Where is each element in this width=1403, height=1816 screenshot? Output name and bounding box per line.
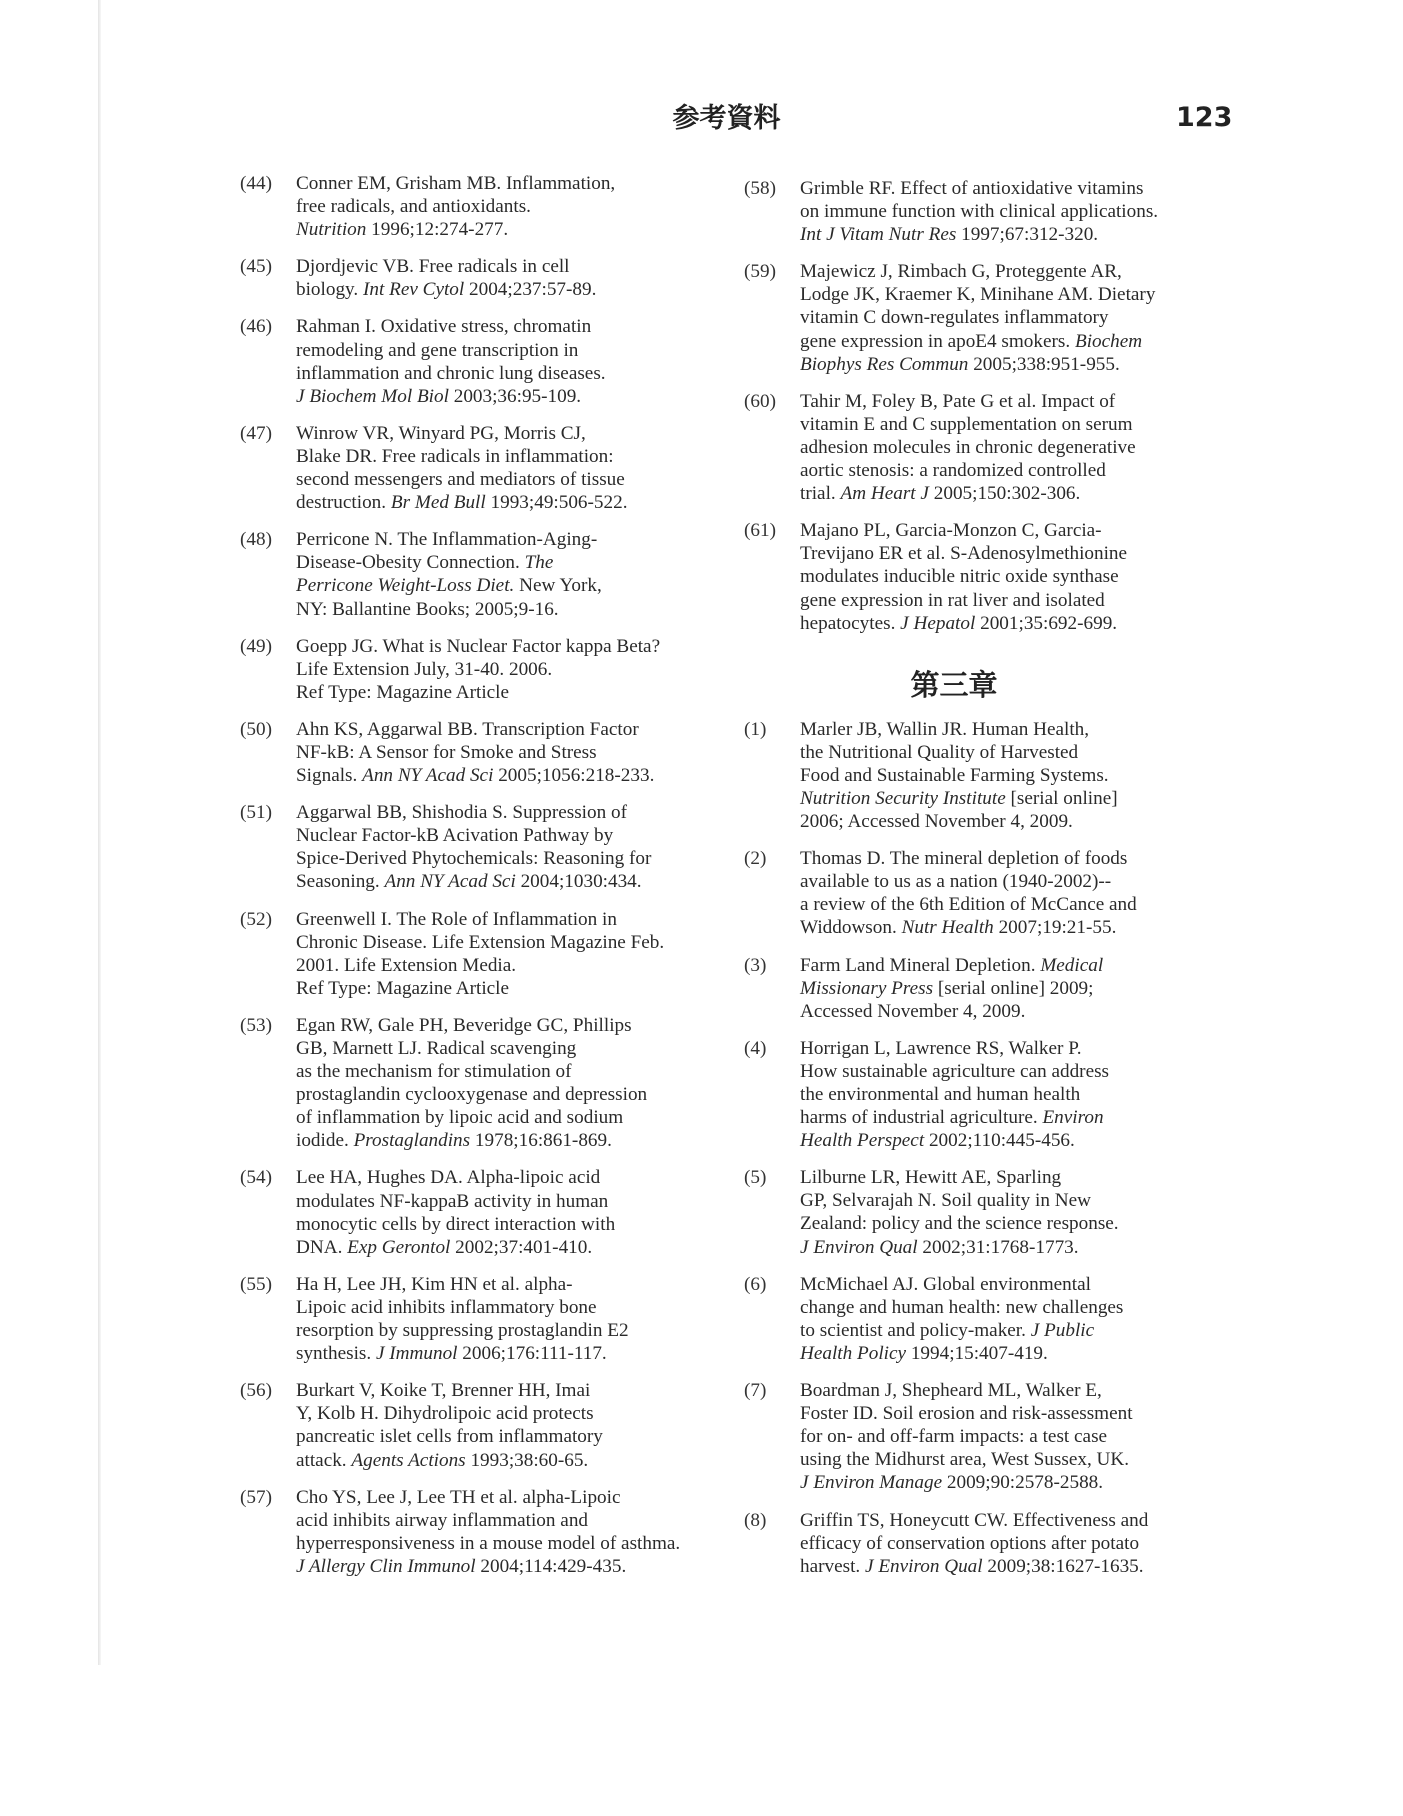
- reference-citation: Horrigan L, Lawrence RS, Walker P. How sustainable agriculture can address the environmental and human health harms of industrial agriculture.: [800, 1037, 1110, 1129]
- reference-text: [296, 1014, 710, 1153]
- reference-entry: [744, 177, 1184, 246]
- left-column: [240, 172, 710, 1592]
- reference-entry: [240, 1166, 710, 1258]
- reference-text: [800, 1509, 1184, 1578]
- reference-text: [800, 1166, 1184, 1258]
- reference-number: (56): [240, 1380, 272, 1402]
- reference-details: 2004;114:429-435.: [475, 1555, 627, 1577]
- reference-details: 1993;49:506-522.: [485, 492, 628, 514]
- reference-details: 1993;38:60-65.: [465, 1449, 589, 1471]
- reference-details: 1994;15:407-419.: [906, 1342, 1048, 1364]
- page-number: 123: [1176, 102, 1233, 133]
- reference-citation: Thomas D. The mineral depletion of foods available to us as a nation (1940-2002)-- a review of the 6th Edition of McCance and Widdowson.: [800, 848, 1137, 939]
- reference-text: [296, 1379, 710, 1471]
- reference-citation: Perricone N. The Inflammation-Aging- Disease-Obesity Connection.: [296, 529, 598, 574]
- reference-entry: [240, 315, 710, 407]
- reference-journal: Prostaglandins: [353, 1130, 471, 1152]
- reference-entry: [744, 1166, 1184, 1258]
- reference-number: (58): [744, 178, 776, 199]
- reference-number: (7): [744, 1380, 767, 1402]
- reference-entry: [744, 1273, 1184, 1365]
- reference-entry: [240, 718, 710, 787]
- reference-journal: Int Rev Cytol: [362, 279, 465, 301]
- reference-entry: [240, 1014, 710, 1153]
- reference-number: (47): [240, 422, 272, 444]
- reference-citation: Majano PL, Garcia-Monzon C, Garcia- Trevijano ER et al. S-Adenosylmethionine modulates inducible nitric oxide synthase gene expression in rat liver and isolated hepatocytes.: [800, 520, 1128, 634]
- reference-journal: Ann NY Acad Sci: [362, 765, 494, 787]
- reference-journal: J Allergy Clin Immunol: [296, 1555, 476, 1577]
- reference-citation: Ahn KS, Aggarwal BB. Transcription Factor NF-kB: A Sensor for Smoke and Stress Signals.: [296, 718, 639, 787]
- reference-citation: Aggarwal BB, Shishodia S. Suppression of Nuclear Factor-kB Acivation Pathway by Spice-Derived Phytochemicals: Reasoning for Seasoning.: [296, 802, 652, 893]
- reference-citation: Marler JB, Wallin JR. Human Health, the Nutritional Quality of Harvested Food and Sustainable Farming Systems.: [800, 718, 1109, 786]
- reference-entry: [744, 718, 1184, 833]
- reference-text: [296, 1166, 710, 1258]
- reference-citation: Burkart V, Koike T, Brenner HH, Imai Y, Kolb H. Dihydrolipoic acid protects pancreatic islet cells from inflammatory attack.: [296, 1380, 603, 1471]
- reference-entry: [744, 1509, 1184, 1578]
- reference-citation: Grimble RF. Effect of antioxidative vitamins on immune function with clinical applications.: [800, 178, 1159, 223]
- reference-text: [296, 801, 710, 893]
- reference-text: [296, 528, 710, 620]
- reference-journal: J Public Health Policy: [800, 1319, 1095, 1364]
- reference-entry: [744, 519, 1184, 634]
- reference-entry: [240, 1273, 710, 1365]
- reference-details: 2003;36:95-109.: [448, 385, 582, 407]
- reference-journal: Nutrition Security Institute: [800, 787, 1006, 809]
- reference-entry: [744, 847, 1184, 939]
- reference-citation: Lilburne LR, Hewitt AE, Sparling GP, Selvarajah N. Soil quality in New Zealand: policy and the science response.: [800, 1167, 1119, 1235]
- reference-number: (59): [744, 261, 776, 283]
- reference-details: 2009;90:2578-2588.: [942, 1472, 1104, 1494]
- reference-text: [800, 390, 1184, 505]
- reference-details: New York, NY: Ballantine Books; 2005;9-16.: [296, 575, 602, 620]
- reference-text: [296, 422, 710, 514]
- reference-text: [800, 718, 1184, 833]
- reference-citation: Majewicz J, Rimbach G, Proteggente AR, Lodge JK, Kraemer K, Minihane AM. Dietary vitamin C down-regulates inflammatory gene expression in apoE4 smokers.: [800, 261, 1156, 352]
- reference-citation: Tahir M, Foley B, Pate G et al. Impact of vitamin E and C supplementation on serum adhesion molecules in chronic degenerative aortic stenosis: a randomized controlled trial.: [800, 390, 1136, 505]
- reference-entry: [240, 172, 710, 241]
- reference-entry: [240, 255, 710, 301]
- reference-journal: Nutrition: [296, 219, 367, 241]
- reference-number: (48): [240, 529, 272, 551]
- reference-text: [800, 177, 1184, 246]
- reference-text: [800, 1379, 1184, 1494]
- reference-details: 2005;1056:218-233.: [493, 765, 655, 787]
- reference-number: (55): [240, 1273, 272, 1295]
- reference-citation: Boardman J, Shepheard ML, Walker E, Foster ID. Soil erosion and risk-assessment for on- and off-farm impacts: a test case using the Midhurst area, West Sussex, UK.: [800, 1380, 1133, 1471]
- reference-journal: J Immunol: [375, 1343, 458, 1365]
- reference-number: (61): [744, 520, 776, 542]
- reference-number: (6): [744, 1273, 767, 1295]
- reference-number: (1): [744, 718, 767, 740]
- reference-entry: [240, 422, 710, 514]
- reference-journal: J Environ Qual: [865, 1555, 983, 1577]
- reference-journal: Biochem Biophys Res Commun: [800, 330, 1143, 375]
- reference-journal: J Hepatol: [900, 612, 976, 634]
- reference-citation: Conner EM, Grisham MB. Inflammation, free radicals, and antioxidants.: [296, 173, 616, 218]
- reference-number: (50): [240, 718, 272, 740]
- reference-journal: Ann NY Acad Sci: [384, 871, 516, 893]
- reference-number: (53): [240, 1014, 272, 1036]
- reference-details: 1978;16:861-869.: [470, 1130, 612, 1152]
- right-reference-list: [744, 177, 1184, 635]
- reference-details: 2002;110:445-456.: [924, 1130, 1075, 1152]
- reference-number: (45): [240, 256, 272, 278]
- reference-journal: Am Heart J: [840, 483, 929, 505]
- reference-citation: McMichael AJ. Global environmental change and human health: new challenges to scientist and policy-maker.: [800, 1273, 1124, 1341]
- reference-text: [296, 908, 710, 1000]
- reference-details: 2007;19:21-55.: [993, 917, 1117, 939]
- reference-entry: [240, 1379, 710, 1471]
- reference-entry: [744, 954, 1184, 1023]
- reference-citation: Winrow VR, Winyard PG, Morris CJ, Blake DR. Free radicals in inflammation: second messengers and mediators of tissue destruction.: [296, 422, 625, 514]
- reference-citation: Egan RW, Gale PH, Beveridge GC, Phillips GB, Marnett LJ. Radical scavenging as the mechanism for stimulation of prostaglandin cyclooxygenase and depression of inflammation by lipoic acid and sodium iodide.: [296, 1014, 648, 1152]
- reference-number: (44): [240, 173, 272, 194]
- reference-number: (60): [744, 390, 776, 412]
- reference-text: [800, 260, 1184, 375]
- reference-details: 2009;38:1627-1635.: [982, 1555, 1144, 1577]
- reference-entry: [240, 1486, 710, 1578]
- reference-number: (51): [240, 802, 272, 824]
- reference-number: (3): [744, 954, 767, 976]
- reference-number: (5): [744, 1167, 767, 1189]
- reference-entry: [240, 801, 710, 893]
- chapter-heading: 第三章: [910, 667, 998, 702]
- reference-text: [296, 172, 710, 241]
- reference-journal: Medical Missionary Press: [800, 954, 1104, 999]
- reference-number: (54): [240, 1167, 272, 1189]
- reference-entry: [240, 908, 710, 1000]
- reference-details: 2006;176:111-117.: [457, 1343, 607, 1365]
- reference-text: [800, 954, 1184, 1023]
- reference-entry: [240, 635, 710, 704]
- reference-details: [serial online] 2009; Accessed November 4, 2009.: [800, 977, 1094, 1022]
- reference-number: (8): [744, 1509, 767, 1531]
- reference-details: 2001;35:692-699.: [975, 612, 1118, 634]
- reference-entry: [744, 390, 1184, 505]
- reference-text: [800, 1273, 1184, 1365]
- reference-details: 1997;67:312-320.: [956, 224, 1099, 246]
- reference-number: (49): [240, 635, 272, 657]
- reference-journal: J Environ Qual: [800, 1236, 918, 1258]
- reference-citation: Djordjevic VB. Free radicals in cell biology.: [296, 256, 570, 301]
- reference-entry: [744, 1037, 1184, 1152]
- reference-citation: Greenwell I. The Role of Inflammation in Chronic Disease. Life Extension Magazine Feb. 2001. Life Extension Media. Ref Type: Magazine Article: [296, 908, 665, 999]
- right-column: [744, 177, 1184, 1592]
- reference-journal: The Perricone Weight-Loss Diet.: [296, 552, 554, 597]
- reference-citation: Farm Land Mineral Depletion.: [800, 954, 1041, 976]
- reference-number: (46): [240, 316, 272, 338]
- reference-citation: Rahman I. Oxidative stress, chromatin remodeling and gene transcription in inflammation and chronic lung diseases.: [296, 316, 606, 384]
- reference-citation: Lee HA, Hughes DA. Alpha-lipoic acid modulates NF-kappaB activity in human monocytic cells by direct interaction with DNA.: [296, 1167, 616, 1258]
- reference-citation: Goepp JG. What is Nuclear Factor kappa Beta? Life Extension July, 31-40. 2006. Ref Type: Magazine Article: [296, 635, 661, 703]
- reference-entry: [240, 528, 710, 620]
- reference-details: 2005;338:951-955.: [968, 353, 1120, 375]
- reference-details: 1996;12:274-277.: [366, 219, 509, 241]
- reference-text: [800, 847, 1184, 939]
- page-title: 参考資料: [672, 103, 781, 134]
- reference-citation: Ha H, Lee JH, Kim HN et al. alpha- Lipoic acid inhibits inflammatory bone resorption by suppressing prostaglandin E2 synthesis.: [296, 1273, 629, 1365]
- reference-details: 2005;150:302-306.: [928, 483, 1081, 505]
- reference-journal: Agents Actions: [351, 1449, 466, 1471]
- reference-text: [800, 519, 1184, 634]
- reference-journal: Nutr Health: [901, 917, 994, 939]
- reference-journal: J Biochem Mol Biol: [296, 385, 449, 407]
- reference-number: (4): [744, 1037, 767, 1059]
- reference-details: 2002;37:401-410.: [450, 1236, 593, 1258]
- reference-text: [296, 315, 710, 407]
- reference-journal: Exp Gerontol: [347, 1236, 451, 1258]
- reference-citation: Griffin TS, Honeycutt CW. Effectiveness and efficacy of conservation options after potato harvest.: [800, 1509, 1149, 1577]
- reference-entry: [744, 1379, 1184, 1494]
- reference-number: (2): [744, 848, 767, 870]
- reference-text: [296, 1486, 710, 1578]
- reference-text: [296, 1273, 710, 1365]
- reference-text: [800, 1037, 1184, 1152]
- reference-details: 2004;237:57-89.: [464, 279, 597, 301]
- reference-number: (52): [240, 908, 272, 930]
- reference-journal: Int J Vitam Nutr Res: [800, 224, 957, 246]
- reference-details: [serial online] 2006; Accessed November 4, 2009.: [800, 787, 1118, 833]
- reference-details: 2004;1030:434.: [515, 871, 642, 893]
- reference-journal: Environ Health Perspect: [800, 1107, 1104, 1152]
- reference-text: [296, 635, 710, 704]
- reference-text: [296, 718, 710, 787]
- reference-journal: J Environ Manage: [800, 1472, 943, 1494]
- chapter-reference-list: [744, 718, 1184, 1578]
- reference-details: 2002;31:1768-1773.: [917, 1236, 1079, 1258]
- reference-text: [296, 255, 710, 301]
- page-gutter-shadow: [98, 0, 101, 1665]
- reference-number: (57): [240, 1486, 272, 1508]
- reference-citation: Cho YS, Lee J, Lee TH et al. alpha-Lipoic acid inhibits airway inflammation and hyperresponsiveness in a mouse model of asthma.: [296, 1486, 681, 1554]
- reference-journal: Br Med Bull: [390, 492, 486, 514]
- reference-entry: [744, 260, 1184, 375]
